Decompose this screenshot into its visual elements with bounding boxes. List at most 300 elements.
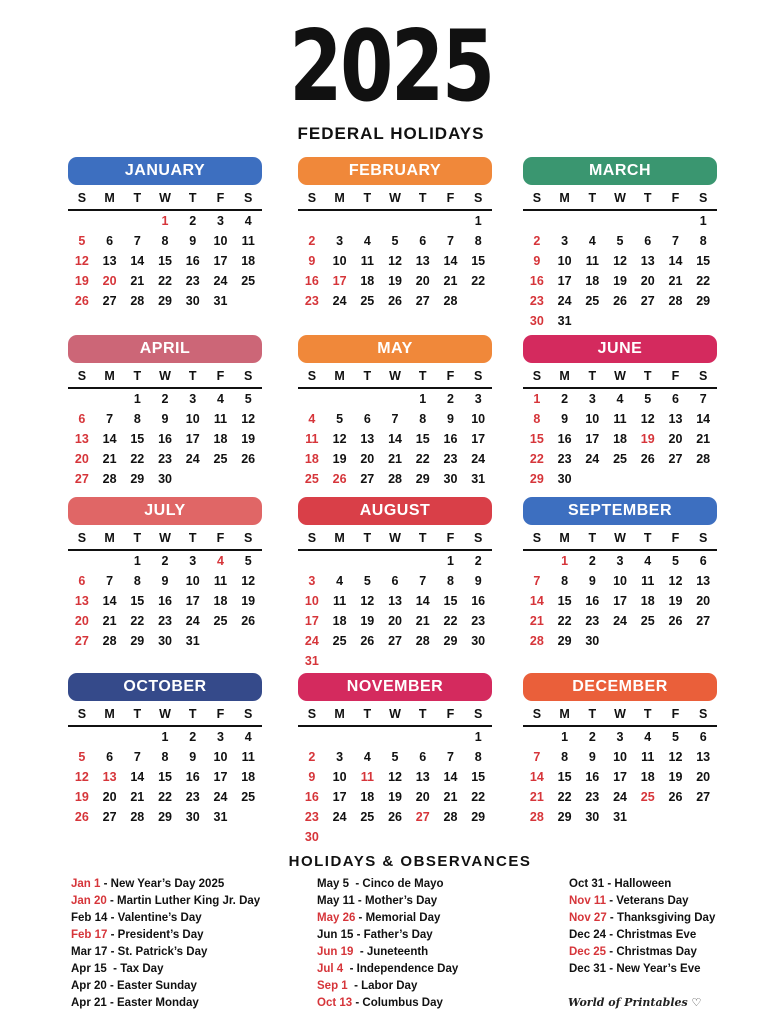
day-cell: 24 [213,790,228,804]
weekday-label: F [671,707,680,721]
holiday-date: Dec 24 [569,929,607,941]
day-cell: 14 [529,594,544,608]
day-cell: 11 [641,574,655,588]
empty-cell [409,727,437,747]
weekday-label: M [559,531,570,545]
day-cell: 25 [304,472,319,486]
weekday-label: F [671,531,680,545]
holiday-name: - New Year’s Eve [606,963,701,975]
day-cell: 26 [74,294,89,308]
day-cell: 28 [130,294,145,308]
day-cell: 20 [696,594,711,608]
week-row [523,469,717,489]
day-cell: 31 [185,634,200,648]
day-cell: 3 [189,554,197,568]
day-cell: 19 [388,274,402,288]
day-cell: 17 [185,594,200,608]
day-cell: 7 [533,750,541,764]
weekday-label: S [77,191,87,205]
holiday-item [317,927,458,944]
holiday-name: - Easter Sunday [106,980,197,992]
week-row [298,231,492,251]
weekday-label: T [133,531,142,545]
week-row [298,469,492,489]
month-february [298,157,492,311]
holiday-name: - Cinco de Mayo [348,878,444,890]
weekday-label: S [307,707,317,721]
empty-cell [464,291,492,311]
day-cell: 17 [471,432,486,446]
month-header: NOVEMBER [298,673,492,701]
empty-cell [662,469,690,489]
weekday-label: M [559,369,570,383]
day-cell: 6 [391,574,399,588]
day-cell: 8 [419,412,427,426]
day-cell: 27 [415,294,430,308]
day-cell: 18 [585,274,600,288]
day-cell: 15 [557,594,572,608]
day-cell: 29 [696,294,711,308]
day-cell: 9 [446,412,454,426]
day-cell: 7 [419,574,427,588]
month-header: JANUARY [68,157,262,185]
empty-cell [326,827,354,847]
weekday-label: T [588,191,597,205]
day-cell: 27 [668,452,683,466]
day-cell: 2 [161,392,169,406]
empty-cell [409,651,437,671]
day-cell: 7 [106,574,114,588]
day-cell: 10 [213,234,228,248]
holiday-name: - Easter Monday [106,997,199,1009]
day-cell: 12 [640,412,655,426]
day-cell: 16 [304,274,319,288]
day-cell: 26 [74,810,89,824]
day-cell: 5 [671,554,679,568]
day-cell: 11 [241,234,255,248]
holiday-date: Apr 20 [71,980,107,992]
day-cell: 28 [443,810,458,824]
day-cell: 27 [696,790,711,804]
weekday-label: T [188,707,197,721]
day-cell: 4 [336,574,344,588]
week-row [68,551,262,571]
week-row [68,291,262,311]
day-cell: 18 [241,254,256,268]
weekday-label: T [363,531,372,545]
empty-cell [353,651,381,671]
weekday-label: M [334,531,345,545]
day-cell: 18 [332,614,347,628]
day-cell: 16 [443,432,458,446]
day-cell: 15 [415,432,430,446]
day-cell: 6 [699,730,707,744]
holiday-date: May 5 [317,878,349,890]
empty-cell [326,389,354,409]
day-cell: 13 [415,770,430,784]
weekday-label: T [363,369,372,383]
empty-cell [381,551,409,571]
day-cell: 25 [213,452,228,466]
month-june [523,335,717,489]
week-row [523,409,717,429]
week-row [298,251,492,271]
day-cell: 10 [557,254,572,268]
week-row [298,409,492,429]
week-row [68,571,262,591]
weekday-label: W [159,369,171,383]
day-cell: 6 [106,234,114,248]
day-cell: 29 [130,634,145,648]
day-cell: 2 [308,750,316,764]
empty-cell [326,551,354,571]
day-cell: 21 [529,790,544,804]
day-cell: 10 [471,412,486,426]
empty-cell [606,211,634,231]
holiday-item [71,910,260,927]
day-cell: 4 [216,554,224,568]
day-cell: 24 [185,452,200,466]
day-cell: 5 [78,750,86,764]
day-cell: 15 [443,594,458,608]
day-cell: 5 [244,554,252,568]
week-row [68,591,262,611]
day-cell: 9 [588,750,596,764]
empty-cell [381,651,409,671]
empty-cell [464,827,492,847]
empty-cell [298,389,326,409]
day-cell: 24 [471,452,486,466]
weekday-label: W [614,369,626,383]
day-cell: 4 [588,234,596,248]
empty-cell [353,727,381,747]
empty-cell [381,727,409,747]
weekday-label: S [532,369,542,383]
day-cell: 1 [133,392,141,406]
holiday-date: Jun 19 [317,946,354,958]
weekday-row [523,707,717,727]
day-cell: 24 [185,614,200,628]
day-cell: 3 [336,750,344,764]
day-cell: 7 [446,750,454,764]
day-cell: 20 [360,452,375,466]
weekday-label: T [418,531,427,545]
empty-cell [606,631,634,651]
holiday-item [569,944,715,961]
holiday-date: Sep 1 [317,980,348,992]
day-cell: 12 [668,574,683,588]
weekday-label: F [446,531,455,545]
day-cell: 21 [443,790,458,804]
holiday-column [71,876,260,1012]
empty-cell [409,551,437,571]
holiday-name: - St. Patrick’s Day [107,946,208,958]
weekday-label: F [446,369,455,383]
day-cell: 15 [471,254,486,268]
day-cell: 29 [529,472,544,486]
day-cell: 22 [529,452,544,466]
empty-cell [409,211,437,231]
holidays-heading: HOLIDAYS & OBSERVANCES [288,853,532,870]
day-cell: 19 [74,790,89,804]
page-subtitle: FEDERAL HOLIDAYS [297,124,485,143]
day-cell: 21 [696,432,711,446]
day-cell: 19 [388,790,402,804]
day-cell: 27 [74,634,89,648]
day-cell: 14 [130,770,145,784]
day-cell: 16 [529,274,544,288]
week-row [298,787,492,807]
weekday-label: T [133,707,142,721]
weekday-label: M [334,191,345,205]
holiday-name: - Labor Day [347,980,418,992]
weekday-label: S [699,369,708,383]
day-cell: 25 [640,614,655,628]
day-cell: 23 [158,452,172,466]
weekday-label: W [389,707,401,721]
month-header: OCTOBER [68,673,262,701]
day-cell: 22 [471,274,486,288]
weekday-label: T [188,369,197,383]
day-cell: 5 [391,750,399,764]
weekday-label: M [104,531,115,545]
holiday-item [71,944,260,961]
day-cell: 9 [189,234,197,248]
day-cell: 12 [74,770,89,784]
empty-cell [662,631,690,651]
week-row [298,551,492,571]
weekday-label: S [474,369,483,383]
day-cell: 25 [241,790,256,804]
empty-cell [353,211,381,231]
empty-cell [689,311,717,331]
day-cell: 24 [585,452,600,466]
week-row [298,651,492,671]
day-cell: 27 [102,810,117,824]
day-cell: 3 [561,234,569,248]
day-cell: 15 [158,254,172,268]
day-cell: 1 [133,554,141,568]
weekday-label: S [244,191,253,205]
day-cell: 25 [360,810,375,824]
day-cell: 25 [213,614,228,628]
day-cell: 11 [585,254,599,268]
day-cell: 4 [644,554,652,568]
day-cell: 23 [158,614,172,628]
day-cell: 7 [106,412,114,426]
weekday-label: W [159,707,171,721]
day-cell: 18 [213,432,228,446]
day-cell: 3 [474,392,482,406]
month-may [298,335,492,489]
day-cell: 8 [561,574,569,588]
day-cell: 20 [102,274,117,288]
year-title: 2025 [289,10,493,124]
empty-cell [578,311,606,331]
day-cell: 6 [78,412,86,426]
empty-cell [689,807,717,827]
week-row [523,727,717,747]
holiday-date: Feb 14 [71,912,108,924]
empty-cell [381,827,409,847]
day-cell: 31 [304,654,319,668]
holiday-item [317,910,458,927]
weekday-label: T [588,369,597,383]
day-cell: 24 [613,790,627,804]
holiday-item [317,876,458,893]
month-august [298,497,492,671]
day-cell: 30 [185,294,200,308]
empty-cell [606,311,634,331]
holiday-date: Oct 31 [569,878,605,890]
day-cell: 26 [241,614,256,628]
weekday-label: W [389,369,401,383]
day-cell: 10 [213,750,228,764]
week-row [298,611,492,631]
holiday-date: Jan 1 [71,878,101,890]
holiday-date: Jan 20 [71,895,107,907]
day-cell: 13 [668,412,683,426]
day-cell: 31 [213,294,228,308]
day-cell: 8 [161,750,169,764]
day-cell: 23 [585,790,600,804]
day-cell: 23 [471,614,486,628]
day-cell: 1 [533,392,541,406]
day-cell: 15 [130,432,145,446]
day-cell: 19 [668,770,683,784]
day-cell: 10 [613,750,627,764]
day-cell: 25 [613,452,627,466]
day-cell: 15 [471,770,486,784]
weekday-label: S [77,707,87,721]
weekday-row [68,707,262,727]
weekday-label: T [133,191,142,205]
day-cell: 28 [130,810,145,824]
empty-cell [662,311,690,331]
week-row [68,251,262,271]
day-cell: 11 [332,594,347,608]
day-cell: 29 [471,810,486,824]
day-cell: 10 [332,254,347,268]
empty-cell [523,211,551,231]
empty-cell [123,211,151,231]
day-cell: 19 [613,274,627,288]
week-row [298,291,492,311]
day-cell: 24 [304,634,319,648]
week-row [523,551,717,571]
day-cell: 15 [158,770,172,784]
holiday-item [71,893,260,910]
week-row [68,611,262,631]
day-cell: 30 [158,472,172,486]
month-january [68,157,262,311]
empty-cell [179,469,207,489]
day-cell: 27 [640,294,655,308]
empty-cell [298,727,326,747]
week-row [298,271,492,291]
holiday-item [317,978,458,995]
day-cell: 28 [529,810,544,824]
day-cell: 23 [304,810,319,824]
day-cell: 5 [616,234,624,248]
holiday-item [71,995,260,1012]
week-row [523,449,717,469]
day-cell: 21 [388,452,402,466]
empty-cell [234,291,262,311]
weekday-label: S [532,531,542,545]
day-cell: 14 [102,432,117,446]
empty-cell [437,727,465,747]
day-cell: 26 [241,452,256,466]
day-cell: 24 [332,294,347,308]
day-cell: 28 [696,452,711,466]
day-cell: 22 [557,790,572,804]
day-cell: 23 [443,452,458,466]
empty-cell [634,631,662,651]
week-row [68,469,262,489]
holiday-name: - President’s Day [107,929,204,941]
weekday-label: S [307,191,317,205]
day-cell: 6 [419,750,427,764]
day-cell: 16 [585,770,600,784]
day-cell: 5 [671,730,679,744]
day-cell: 23 [185,790,200,804]
day-cell: 1 [161,214,169,228]
day-cell: 5 [336,412,344,426]
day-cell: 1 [474,730,482,744]
month-header: DECEMBER [523,673,717,701]
day-cell: 1 [161,730,169,744]
empty-cell [634,311,662,331]
day-cell: 27 [360,472,375,486]
empty-cell [68,551,96,571]
week-row [523,767,717,787]
day-cell: 2 [561,392,569,406]
holiday-name: - New Year’s Day 2025 [100,878,225,890]
day-cell: 9 [474,574,482,588]
day-cell: 1 [419,392,427,406]
day-cell: 16 [557,432,572,446]
day-cell: 6 [699,554,707,568]
day-cell: 8 [446,574,454,588]
weekday-label: T [588,531,597,545]
day-cell: 5 [363,574,371,588]
weekday-label: S [244,531,253,545]
month-header: JULY [68,497,262,525]
day-cell: 2 [474,554,482,568]
holiday-date: Apr 15 [71,963,107,975]
day-cell: 2 [446,392,454,406]
day-cell: 28 [668,294,683,308]
weekday-label: M [104,369,115,383]
holiday-name: - Juneteenth [353,946,429,958]
day-cell: 17 [332,790,347,804]
holiday-date: Oct 13 [317,997,353,1009]
week-row [523,271,717,291]
day-cell: 2 [588,554,596,568]
month-april [68,335,262,489]
weekday-label: F [216,191,225,205]
empty-cell [123,727,151,747]
weekday-label: S [307,531,317,545]
day-cell: 15 [130,594,145,608]
day-cell: 30 [158,634,172,648]
day-cell: 17 [213,770,228,784]
day-cell: 4 [244,214,252,228]
day-cell: 21 [102,452,117,466]
week-row [298,449,492,469]
day-cell: 19 [360,614,375,628]
